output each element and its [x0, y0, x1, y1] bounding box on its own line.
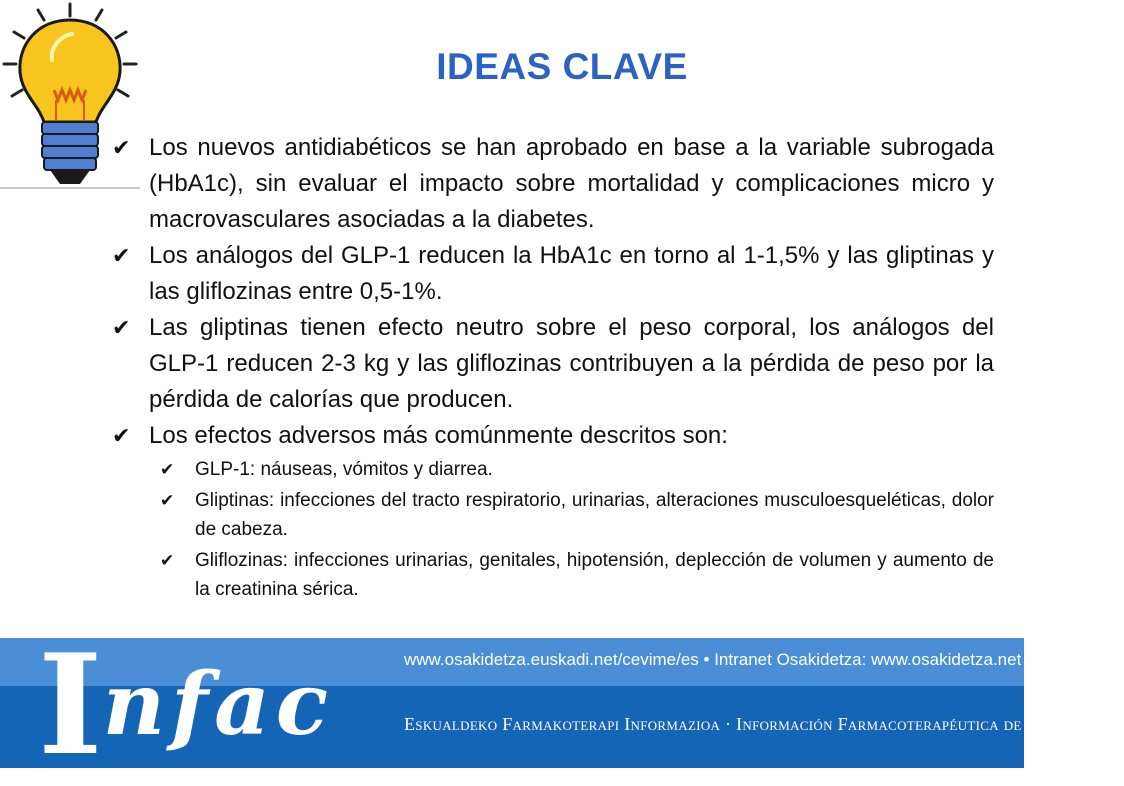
infac-logo	[38, 623, 335, 786]
adverse-effects-list	[158, 455, 994, 604]
footer-tagline: Eskualdeko Farmakoterapi Informazioa · Información Farmacoterapéutica de la Comarca	[404, 714, 1121, 734]
bullet-text: Los nuevos antidiabéticos se han aprobado en base a la variable subrogada (HbA1c), sin evaluar el impacto sobre mortalidad y complicaciones micro y macrovasculares asociadas a la diabetes.	[149, 134, 994, 233]
key-ideas-list	[112, 130, 994, 606]
checkmark-icon: ✔	[160, 551, 175, 570]
checkmark-icon: ✔	[112, 243, 131, 268]
footer-banner	[0, 623, 1121, 786]
checkmark-icon: ✔	[160, 491, 175, 510]
slide-title: IDEAS CLAVE	[436, 46, 688, 87]
checkmark-icon: ✔	[112, 423, 131, 448]
list-item	[112, 130, 994, 238]
logo-rest: nfac	[102, 654, 335, 755]
sub-list-item	[158, 486, 994, 544]
checkmark-icon: ✔	[112, 315, 131, 340]
bullet-text: Los efectos adversos más comúnmente descritos son:	[149, 422, 728, 449]
checkmark-icon: ✔	[160, 460, 175, 479]
list-item	[112, 418, 994, 604]
sub-bullet-text: GLP-1: náuseas, vómitos y diarrea.	[195, 459, 493, 480]
sub-bullet-text: Gliptinas: infecciones del tracto respiratorio, urinarias, alteraciones musculoesqueléticas, dolor de cabeza.	[195, 490, 994, 540]
logo-initial: I	[38, 623, 103, 786]
sub-list-item	[158, 455, 994, 484]
sub-bullet-text: Gliflozinas: infecciones urinarias, genitales, hipotensión, deplección de volumen y aumento de la creatinina sérica.	[195, 550, 994, 600]
bullet-text: Las gliptinas tienen efecto neutro sobre el peso corporal, los análogos del GLP-1 reducen 2-3 kg y las gliflozinas contribuyen a la pérdida de peso por la pérdida de calorías que producen.	[149, 314, 994, 413]
checkmark-icon: ✔	[112, 135, 131, 160]
sub-list-item	[158, 546, 994, 604]
list-item	[112, 310, 994, 418]
list-item	[112, 238, 994, 310]
bullet-text: Los análogos del GLP-1 reducen la HbA1c en torno al 1-1,5% y las gliptinas y las gliflozinas entre 0,5-1%.	[149, 242, 994, 305]
footer-urls: www.osakidetza.euskadi.net/cevime/es • Intranet Osakidetza: www.osakidetza.net	[404, 650, 1022, 669]
